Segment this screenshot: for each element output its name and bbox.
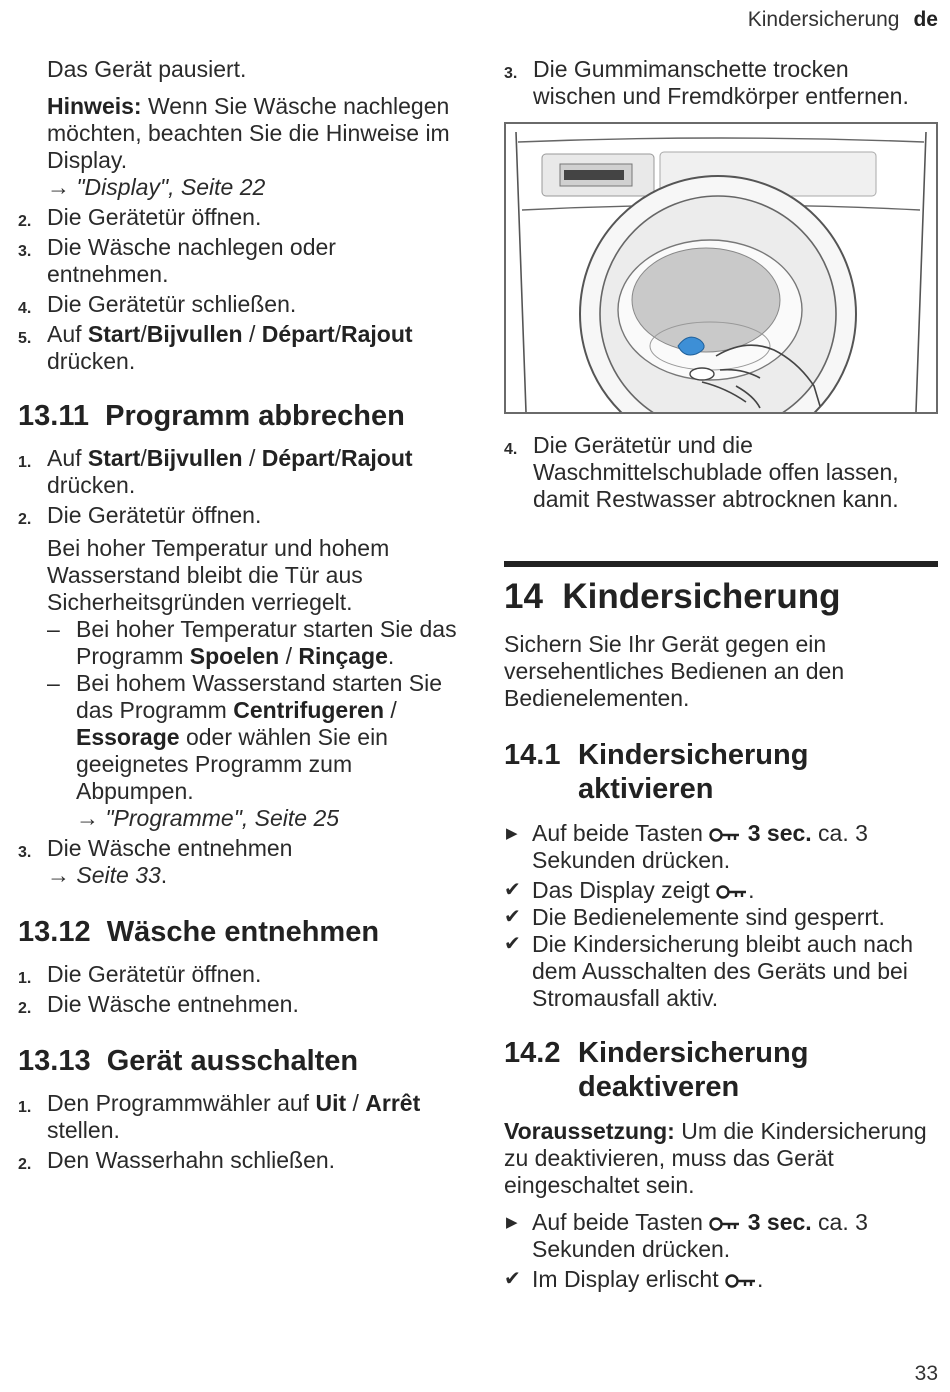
right-step-4: 4. Die Gerätetür und die Waschmittelschublade offen lassen, damit Restwasser abtrocknen kann.: [504, 432, 899, 512]
step-2: 2. Die Gerätetür öffnen.: [18, 204, 262, 230]
check-icon: ✔: [504, 906, 521, 928]
s142-prerequisite: Voraussetzung: Um die Kindersicherung zu deaktivieren, muss das Gerät eingeschaltet sein.: [504, 1118, 927, 1198]
hint-text: Wenn Sie Wäsche nachlegen möchten, beachten Sie die Hinweise im Display.: [47, 93, 450, 173]
chapter-14-intro: Sichern Sie Ihr Gerät gegen ein versehentliches Bedienen an den Bedienelementen.: [504, 631, 845, 711]
s1311-paragraph: Bei hoher Temperatur und hohem Wasserstand bleibt die Tür aus Sicherheitsgründen verriegelt.: [47, 535, 390, 615]
s1311-step-2: 2. Die Gerätetür öffnen.: [18, 502, 262, 528]
hint-label: Hinweis:: [47, 93, 142, 119]
s141-result-1: ✔ Das Display zeigt .: [504, 877, 755, 903]
step-3: 3. Die Wäsche nachlegen oder entnehmen.: [18, 234, 336, 287]
section-14-1-heading: 14.1 Kindersicherung aktivieren: [504, 739, 809, 805]
page-header: [748, 8, 938, 32]
left-column: [18, 56, 458, 1174]
header-section: Kindersicherung: [747, 8, 900, 31]
section-14-2-heading: 14.2 Kindersicherung deaktiveren: [504, 1037, 809, 1103]
s1312-step-1: 1. Die Gerätetür öffnen.: [18, 961, 262, 987]
s1311-step-1: 1. Auf Start/Bijvullen / Départ/Rajout drücken.: [18, 445, 413, 498]
header-language: de: [913, 8, 938, 31]
step-5: 5. Auf Start/Bijvullen / Départ/Rajout drücken.: [18, 321, 413, 374]
page-33-reference-link[interactable]: → Seite 33: [47, 862, 161, 888]
s141-action: ▶ Auf beide Tasten 3 sec. ca. 3 Sekunden drücken.: [506, 820, 868, 873]
section-13-12-heading: 13.12 Wäsche entnehmen: [18, 916, 380, 948]
programme-reference-link[interactable]: → "Programme", Seite 25: [76, 805, 340, 831]
page-number: 33: [914, 1362, 938, 1385]
right-column: [504, 56, 938, 1293]
hint-block: [18, 93, 458, 174]
chapter-14-heading: 14 Kindersicherung: [504, 577, 841, 616]
right-step-3: 3. Die Gummimanschette trocken wischen und Fremdkörper entfernen.: [504, 56, 909, 109]
hint-reference-link[interactable]: → "Display", Seite 22: [47, 174, 266, 200]
s1311-dash-2: – Bei hohem Wasserstand starten Sie das Programm Centrifugeren / Essorage oder wählen Sie ein geeignetes Programm zum Abpumpen.: [47, 670, 443, 804]
section-13-13-heading: 13.13 Gerät ausschalten: [18, 1045, 359, 1077]
key-icon: [709, 827, 741, 843]
check-icon: ✔: [504, 1268, 521, 1290]
s1311-step-3-reference: → Seite 33.: [47, 862, 168, 888]
s1311-dash-1: – Bei hoher Temperatur starten Sie das Programm Spoelen / Rinçage.: [47, 616, 457, 669]
check-icon: ✔: [504, 879, 521, 901]
s1313-step-1: 1. Den Programmwähler auf Uit / Arrêt stellen.: [18, 1090, 421, 1143]
s142-action: ▶ Auf beide Tasten 3 sec. ca. 3 Sekunden drücken.: [506, 1209, 868, 1262]
section-13-11-heading: 13.11 Programm abbrechen: [18, 400, 405, 432]
step-4: 4. Die Gerätetür schließen.: [18, 291, 297, 317]
s141-result-3: ✔ Die Kindersicherung bleibt auch nach dem Ausschalten des Geräts und bei Stromausfall aktiv.: [504, 931, 914, 1011]
s1312-step-2: 2. Die Wäsche entnehmen.: [18, 991, 299, 1017]
key-icon: [709, 1216, 741, 1232]
s1313-step-2: 2. Den Wasserhahn schließen.: [18, 1147, 336, 1173]
washing-machine-drum-drawing: [506, 124, 936, 412]
key-icon: [725, 1273, 757, 1289]
intro-text: Das Gerät pausiert.: [47, 56, 247, 82]
chapter-14: [504, 561, 938, 619]
key-icon: [716, 884, 748, 900]
s141-result-2: ✔ Die Bedienelemente sind gesperrt.: [504, 904, 885, 930]
washing-machine-illustration: [504, 122, 938, 414]
s142-result-1: ✔ Im Display erlischt .: [504, 1266, 764, 1292]
s1311-step-3: 3. Die Wäsche entnehmen: [18, 835, 293, 861]
check-icon: ✔: [504, 933, 521, 955]
